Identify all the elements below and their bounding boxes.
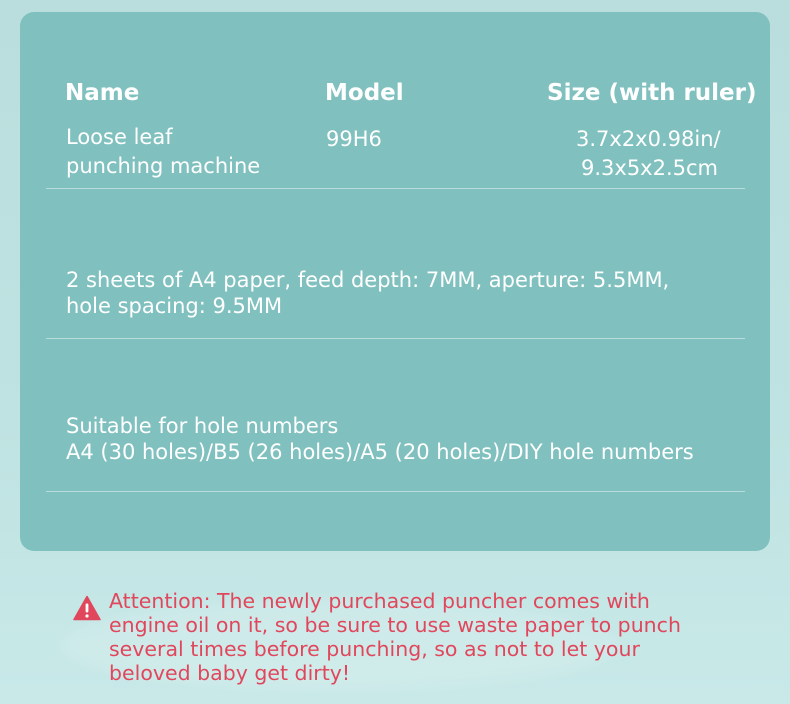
divider	[46, 188, 745, 189]
specs-line1: 2 sheets of A4 paper, feed depth: 7MM, aperture: 5.5MM,	[66, 268, 670, 292]
warning-icon	[73, 595, 101, 621]
suitable-line1: Suitable for hole numbers	[66, 414, 339, 438]
suitable-line2: A4 (30 holes)/B5 (26 holes)/A5 (20 holes)/DIY hole numbers	[66, 440, 694, 464]
row-size-line1: 3.7x2x0.98in/	[576, 127, 721, 151]
header-size: Size (with ruler)	[547, 80, 757, 106]
attention-line4: beloved baby get dirty!	[109, 661, 351, 685]
attention-line1: Attention: The newly purchased puncher comes with	[109, 589, 650, 613]
attention-line2: engine oil on it, so be sure to use waste paper to punch	[109, 613, 681, 637]
spec-card	[20, 12, 770, 551]
header-name: Name	[65, 80, 140, 106]
header-model: Model	[325, 80, 404, 106]
row-model: 99H6	[326, 127, 382, 151]
divider	[46, 338, 745, 339]
attention-line3: several times before punching, so as not to let your	[109, 637, 640, 661]
divider	[46, 491, 745, 492]
row-name-line2: punching machine	[66, 154, 261, 178]
attention-text	[109, 589, 699, 685]
row-name-line1: Loose leaf	[66, 125, 173, 149]
specs-line2: hole spacing: 9.5MM	[66, 294, 283, 318]
row-size-line2: 9.3x5x2.5cm	[581, 156, 719, 180]
